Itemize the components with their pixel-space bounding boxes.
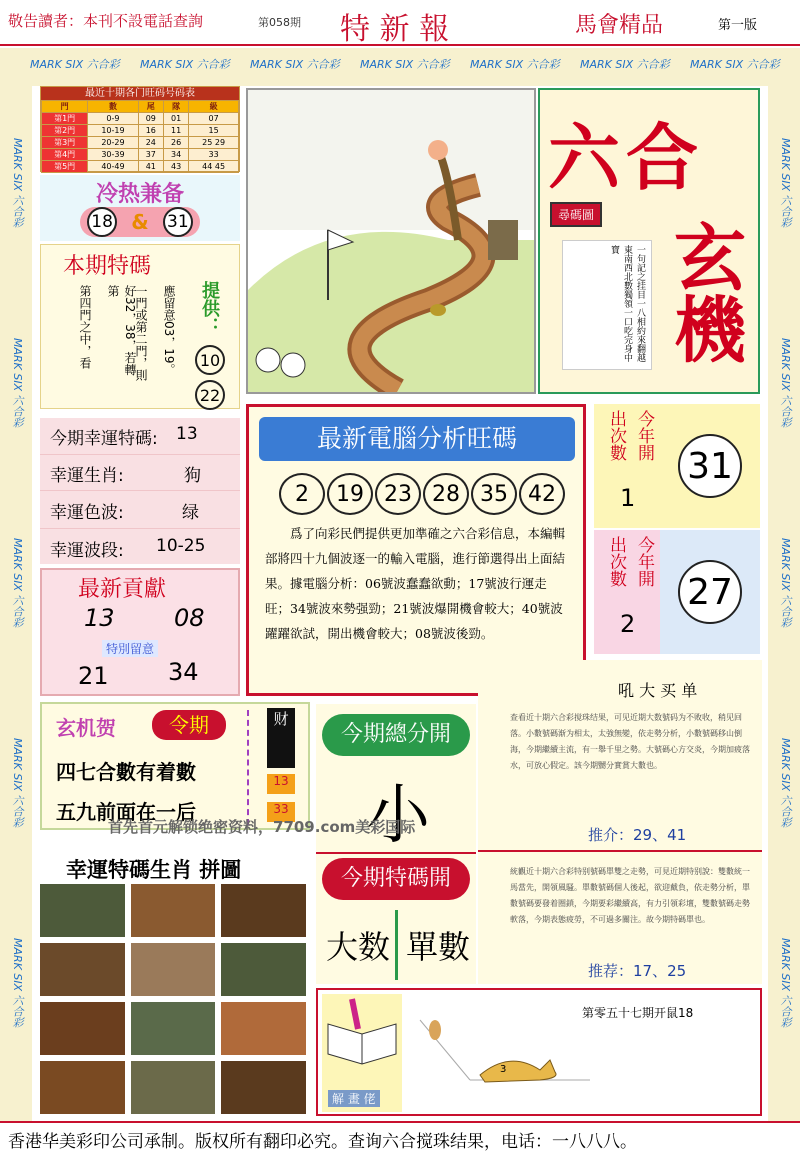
puzzle-piece	[40, 943, 125, 996]
xuanji-title-1: 六合	[548, 116, 705, 200]
page-header	[0, 0, 800, 46]
puzzle-piece	[221, 943, 306, 996]
inner-top-frame	[32, 78, 768, 86]
cartoon-tag: 解 畫 佬	[328, 1090, 380, 1107]
table-row: 第3門 20-29 24 26 25 29	[42, 137, 239, 149]
xjhe-panel	[40, 702, 310, 830]
edition: 第一版	[718, 18, 758, 33]
watermark: MARK SIX 六合彩	[11, 938, 24, 1028]
table-header: 隊	[163, 101, 188, 113]
roar-panel	[478, 660, 762, 984]
xuanji-scroll: 一句記之挂目一八相約來翻越東南西北數獨領一口吃完身中寶	[562, 240, 652, 370]
special-number: 10	[195, 345, 225, 375]
cartoon-caption: 第零五十七期开鼠18	[582, 1006, 694, 1020]
special-code-panel: 本期特碼 提供： 應留意03，19。 一門或第二門，則 好32，38，若轉第 第四門之中，看 10 22	[40, 244, 240, 409]
xuanji-tag: 尋碼圖	[550, 202, 602, 227]
contrib-number: 34	[168, 658, 199, 686]
overlay-watermark: 首先首元解锁绝密资料，7709.com美彩国际	[108, 818, 416, 836]
table-row: 第1門 0-9 09 01 07	[42, 113, 239, 125]
table-row: 第4門 30-39 37 34 33	[42, 149, 239, 161]
analysis-number: 19	[327, 473, 373, 515]
watermark: MARK SIX 六合彩	[11, 738, 24, 828]
contrib-number: 13	[84, 604, 115, 632]
footer-text: 香港华美彩印公司承制。版权所有翻印必究。查询六合搅珠结果，电话：一八八八。	[8, 1132, 637, 1152]
xjhe-line-2: 五九前面在一后	[56, 800, 196, 824]
cold-number: 31	[163, 207, 193, 237]
cartoon-top	[246, 88, 536, 394]
watermark: MARK SIX 六合彩	[470, 58, 560, 71]
appear-count: 1	[620, 484, 636, 512]
roar-title: 吼 大 买 单	[618, 681, 698, 700]
watermark: MARK SIX 六合彩	[250, 58, 340, 71]
watermark: MARK SIX 六合彩	[690, 58, 780, 71]
puzzle-piece	[40, 884, 125, 937]
watermark: MARK SIX 六合彩	[11, 338, 24, 428]
analysis-text: 爲了向彩民們提供更加準確之六合彩信息，本編輯部將四十九個波逐一的輸入電腦，進行節選得出上面結果。據電腦分析：06號波蠢蠢欲動；17號波行運走旺；34號波來勢强勁；21號波爆開機會較大；40號波躍躍欲試，開出機會較大；08號波後勁。	[265, 526, 566, 641]
puzzle-piece	[40, 1061, 125, 1114]
puzzle-panel	[40, 836, 310, 1116]
table-header: 門	[42, 101, 88, 113]
analysis-number: 23	[375, 473, 421, 515]
contribution-panel	[40, 568, 240, 696]
watermark: MARK SIX 六合彩	[779, 738, 792, 828]
xuanji-banner	[538, 88, 760, 394]
watermark: MARK SIX 六合彩	[11, 138, 24, 228]
watermark: MARK SIX 六合彩	[779, 338, 792, 428]
watermark: MARK SIX 六合彩	[779, 138, 792, 228]
puzzle-piece	[221, 884, 306, 937]
special-odd-even: 單數	[406, 928, 471, 966]
puzzle-grid	[40, 884, 306, 1114]
xjhe-side: 财	[267, 708, 295, 768]
watermark: MARK SIX 六合彩	[30, 58, 120, 71]
puzzle-piece	[131, 943, 216, 996]
paper-title: 特 新 報	[340, 12, 450, 47]
hot-number-table	[40, 86, 240, 172]
footer	[0, 1121, 800, 1151]
appear-panel-2: 出次數 今年開 2 27	[594, 530, 760, 654]
table-header: 尾	[138, 101, 163, 113]
table-row: 第2門 10-19 16 11 15	[42, 125, 239, 137]
special-number: 22	[195, 380, 225, 410]
watermark: MARK SIX 六合彩	[360, 58, 450, 71]
top-frame	[0, 48, 800, 78]
path-illustration	[248, 90, 534, 392]
watermark: MARK SIX 六合彩	[11, 538, 24, 628]
recommend-2: 推荐：17、25	[588, 962, 687, 980]
contrib-number: 21	[78, 662, 109, 690]
provide-label: 提供：	[199, 281, 220, 335]
total-panel	[316, 704, 476, 984]
svg-text:3: 3	[500, 1064, 507, 1075]
table-row: 第5門 40-49 41 43 44 45	[42, 161, 239, 173]
appear-number: 31	[678, 434, 742, 498]
puzzle-piece	[131, 1061, 216, 1114]
puzzle-piece	[221, 1061, 306, 1114]
data-table	[41, 100, 239, 173]
analysis-title: 最新電腦分析旺碼	[259, 417, 575, 461]
table-header: 級	[189, 101, 239, 113]
puzzle-piece	[131, 1002, 216, 1055]
left-frame	[0, 78, 32, 1121]
analysis-panel	[246, 404, 586, 696]
puzzle-title: 幸運特碼生肖 拼圖	[66, 858, 242, 882]
right-frame	[768, 78, 800, 1121]
table-header: 數	[88, 101, 138, 113]
contrib-number: 08	[174, 604, 205, 632]
puzzle-piece	[221, 1002, 306, 1055]
total-title: 今期總分開	[322, 714, 470, 756]
appear-number: 27	[678, 560, 742, 624]
watermark: MARK SIX 六合彩	[779, 538, 792, 628]
hot-cold-title: 冷热兼备	[95, 182, 184, 207]
brand: 馬會精品	[575, 13, 664, 38]
analysis-number: 2	[279, 473, 325, 515]
roar-text-1: 查看近十期六合彩搅珠结果，可见近期大数號码为不败收，稍见回落。小數號碼渐为相太，太強無變，依走勢分析，小數號碼移山倒海，今期繼續主流，有一舉千里之勢。大號碼心方交炎，今期加疲落水，可放心假定。該今期嬲分實賞大數也。	[510, 713, 750, 770]
xjhe-badge: 13	[267, 774, 295, 794]
roar-text-2: 統觀近十期六合彩特别號碼單雙之走勢，可見近期特别說：雙數統一馬當先，開領風騷。單數號碼個人後起，欲迎戴負，依走勢分析，單數號碼要發着圈鎖，今期要彩繼續高，有力引領彩壇，雙數號碼走勢軟落，今期表態疲勞，不可過多關注。故今期特碼單也。	[510, 867, 750, 924]
total-value: 小	[366, 779, 430, 853]
watermark: MARK SIX 六合彩	[140, 58, 230, 71]
hot-number: 18	[87, 207, 117, 237]
puzzle-piece	[131, 884, 216, 937]
issue-number: 第058期	[258, 16, 301, 29]
lucky-panel: 今期幸運特碼: 13 幸運生肖: 狗 幸運色波: 绿 幸運波段: 10-25	[40, 418, 240, 564]
xjhe-tag: 令期	[152, 710, 226, 740]
hot-cold-panel	[40, 175, 240, 241]
watermark: MARK SIX 六合彩	[779, 938, 792, 1028]
special-big-small: 大数	[326, 928, 391, 966]
xjhe-badge: 33	[267, 802, 295, 822]
xjhe-title: 玄机贺	[56, 716, 116, 740]
cat-illustration	[410, 1000, 590, 1110]
special-title: 本期特碼	[63, 254, 152, 279]
contrib-tag: 特別留意	[102, 640, 158, 657]
puzzle-piece	[40, 1002, 125, 1055]
notice: 敬告讀者：本刊不設電話查詢	[8, 12, 204, 30]
contrib-title: 最新貢獻	[78, 577, 167, 602]
analysis-number: 35	[471, 473, 517, 515]
recommend-1: 推介：29、41	[588, 826, 687, 844]
amp: &	[131, 210, 149, 234]
watermark: MARK SIX 六合彩	[580, 58, 670, 71]
analysis-number: 28	[423, 473, 469, 515]
table-title: 最近十期各门旺码号码表	[41, 87, 239, 100]
appear-count: 2	[620, 610, 636, 638]
cartoon-bottom	[316, 988, 762, 1116]
xjhe-line-1: 四七合數有着數	[56, 760, 196, 784]
appear-panel-1: 出次數 今年開 1 31	[594, 404, 760, 528]
xuanji-title-2: 玄機	[662, 220, 746, 364]
analysis-number: 42	[519, 473, 565, 515]
special-oe-title: 今期特碼開	[322, 858, 470, 900]
